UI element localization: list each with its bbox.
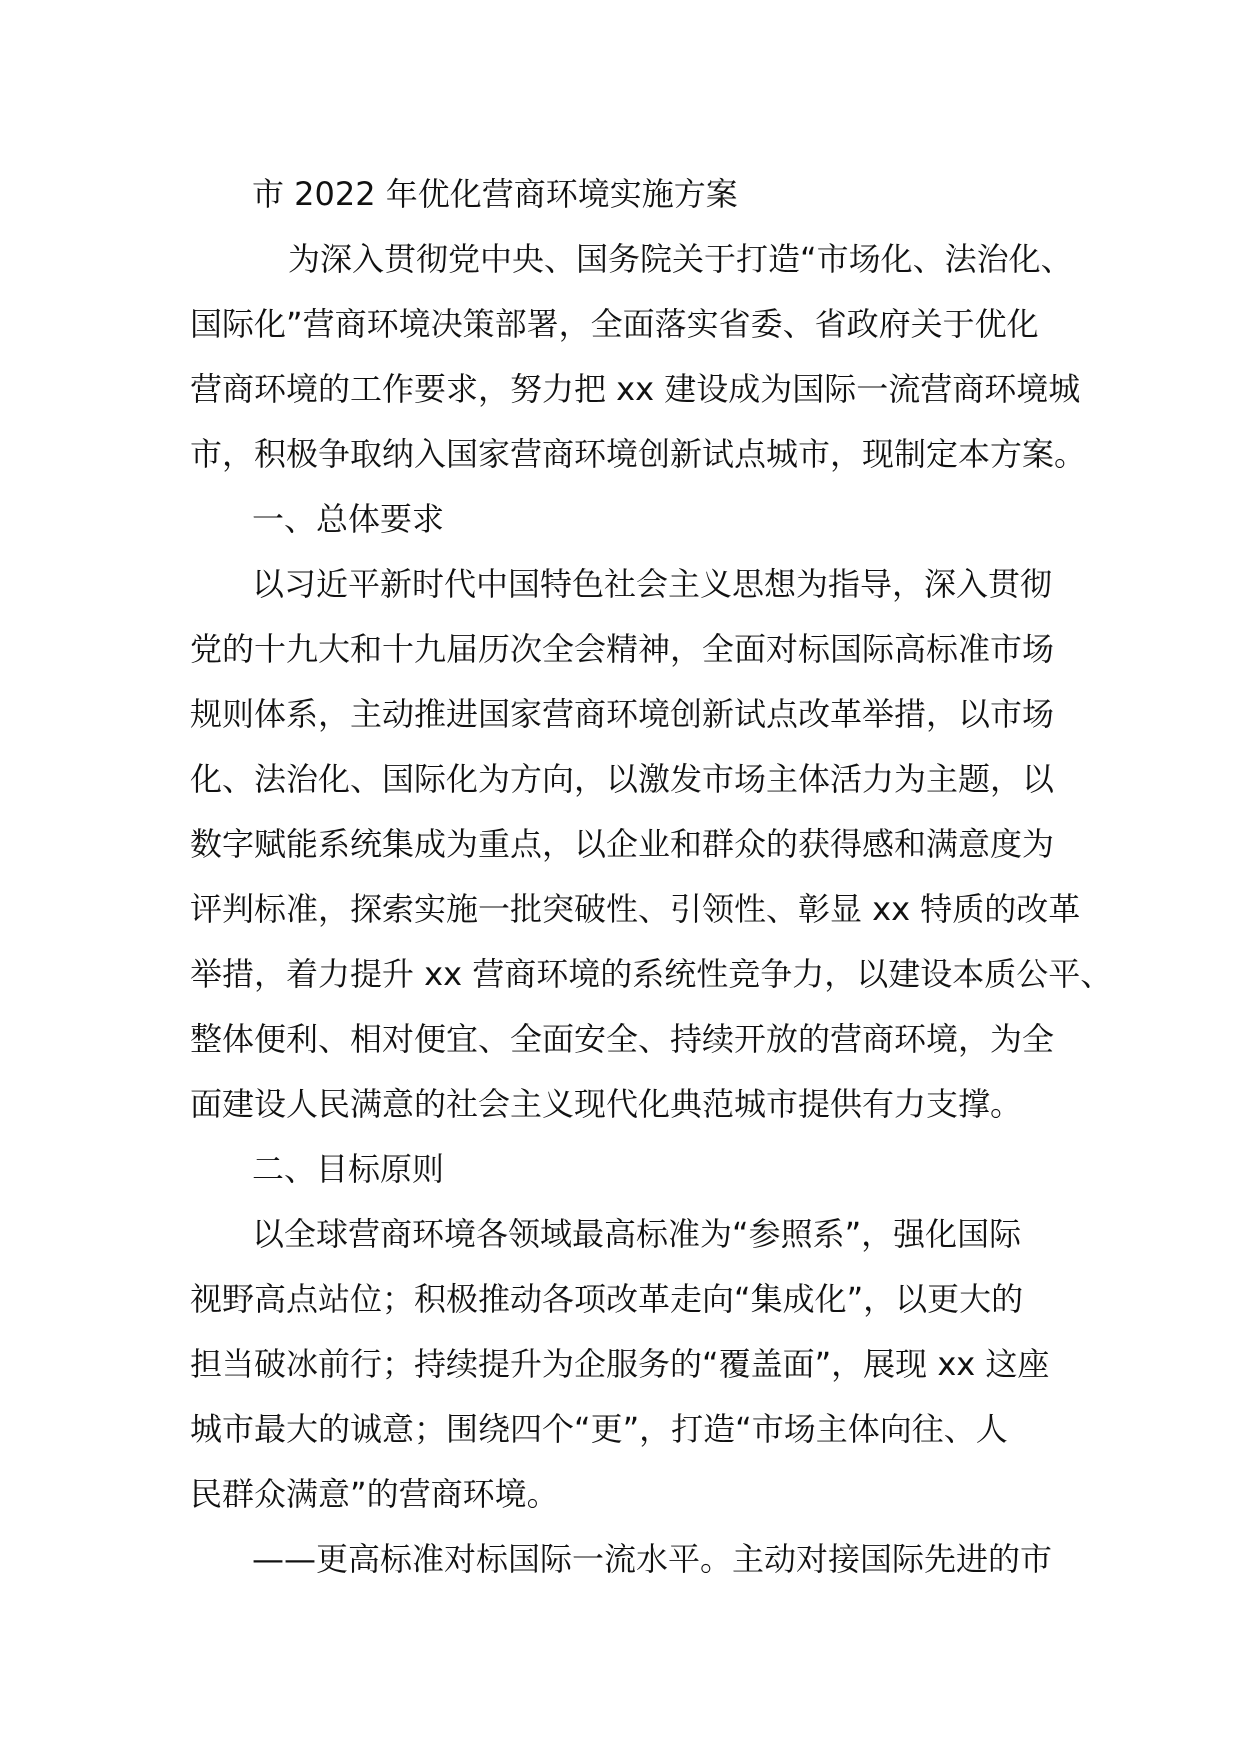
paragraph-line: 整体便利、相对便宜、全面安全、持续开放的营商环境，为全 [190, 1020, 1055, 1058]
section-heading: 一、总体要求 [252, 500, 445, 538]
paragraph-line: 规则体系，主动推进国家营商环境创新试点改革举措，以市场 [190, 695, 1055, 733]
paragraph-line: 以习近平新时代中国特色社会主义思想为指导，深入贯彻 [252, 565, 1053, 603]
section-heading: 二、目标原则 [252, 1150, 445, 1188]
paragraph-line: 视野高点站位；积极推动各项改革走向“集成化”，以更大的 [190, 1280, 1024, 1318]
paragraph-line: 数字赋能系统集成为重点，以企业和群众的获得感和满意度为 [190, 825, 1055, 863]
paragraph-line: 为深入贯彻党中央、国务院关于打造“市场化、法治化、 [288, 240, 1073, 278]
document-body [190, 162, 1113, 1592]
paragraph-line: 市，积极争取纳入国家营商环境创新试点城市，现制定本方案。 [190, 435, 1087, 473]
paragraph-line: 党的十九大和十九届历次全会精神，全面对标国际高标准市场 [190, 630, 1055, 668]
paragraph-line: 以全球营商环境各领域最高标准为“参照系”，强化国际 [252, 1215, 1022, 1253]
paragraph-line: 国际化”营商环境决策部署，全面落实省委、省政府关于优化 [190, 305, 1039, 343]
paragraph-line: 面建设人民满意的社会主义现代化典范城市提供有力支撑。 [190, 1085, 1023, 1123]
paragraph-line: ——更高标准对标国际一流水平。主动对接国际先进的市 [252, 1540, 1053, 1578]
paragraph-line: 担当破冰前行；持续提升为企服务的“覆盖面”，展现 xx 这座 [190, 1345, 1050, 1383]
document-title: 市 2022 年优化营商环境实施方案 [252, 175, 738, 213]
paragraph-line: 评判标准，探索实施一批突破性、引领性、彰显 xx 特质的改革 [190, 890, 1081, 928]
paragraph-line: 城市最大的诚意；围绕四个“更”，打造“市场主体向往、人 [190, 1410, 1008, 1448]
paragraph-line: 举措，着力提升 xx 营商环境的系统性竞争力，以建设本质公平、 [190, 955, 1113, 993]
paragraph-line: 营商环境的工作要求，努力把 xx 建设成为国际一流营商环境城 [190, 370, 1081, 408]
paragraph-line: 民群众满意”的营商环境。 [190, 1475, 559, 1513]
paragraph-line: 化、法治化、国际化为方向，以激发市场主体活力为主题，以 [190, 760, 1055, 798]
